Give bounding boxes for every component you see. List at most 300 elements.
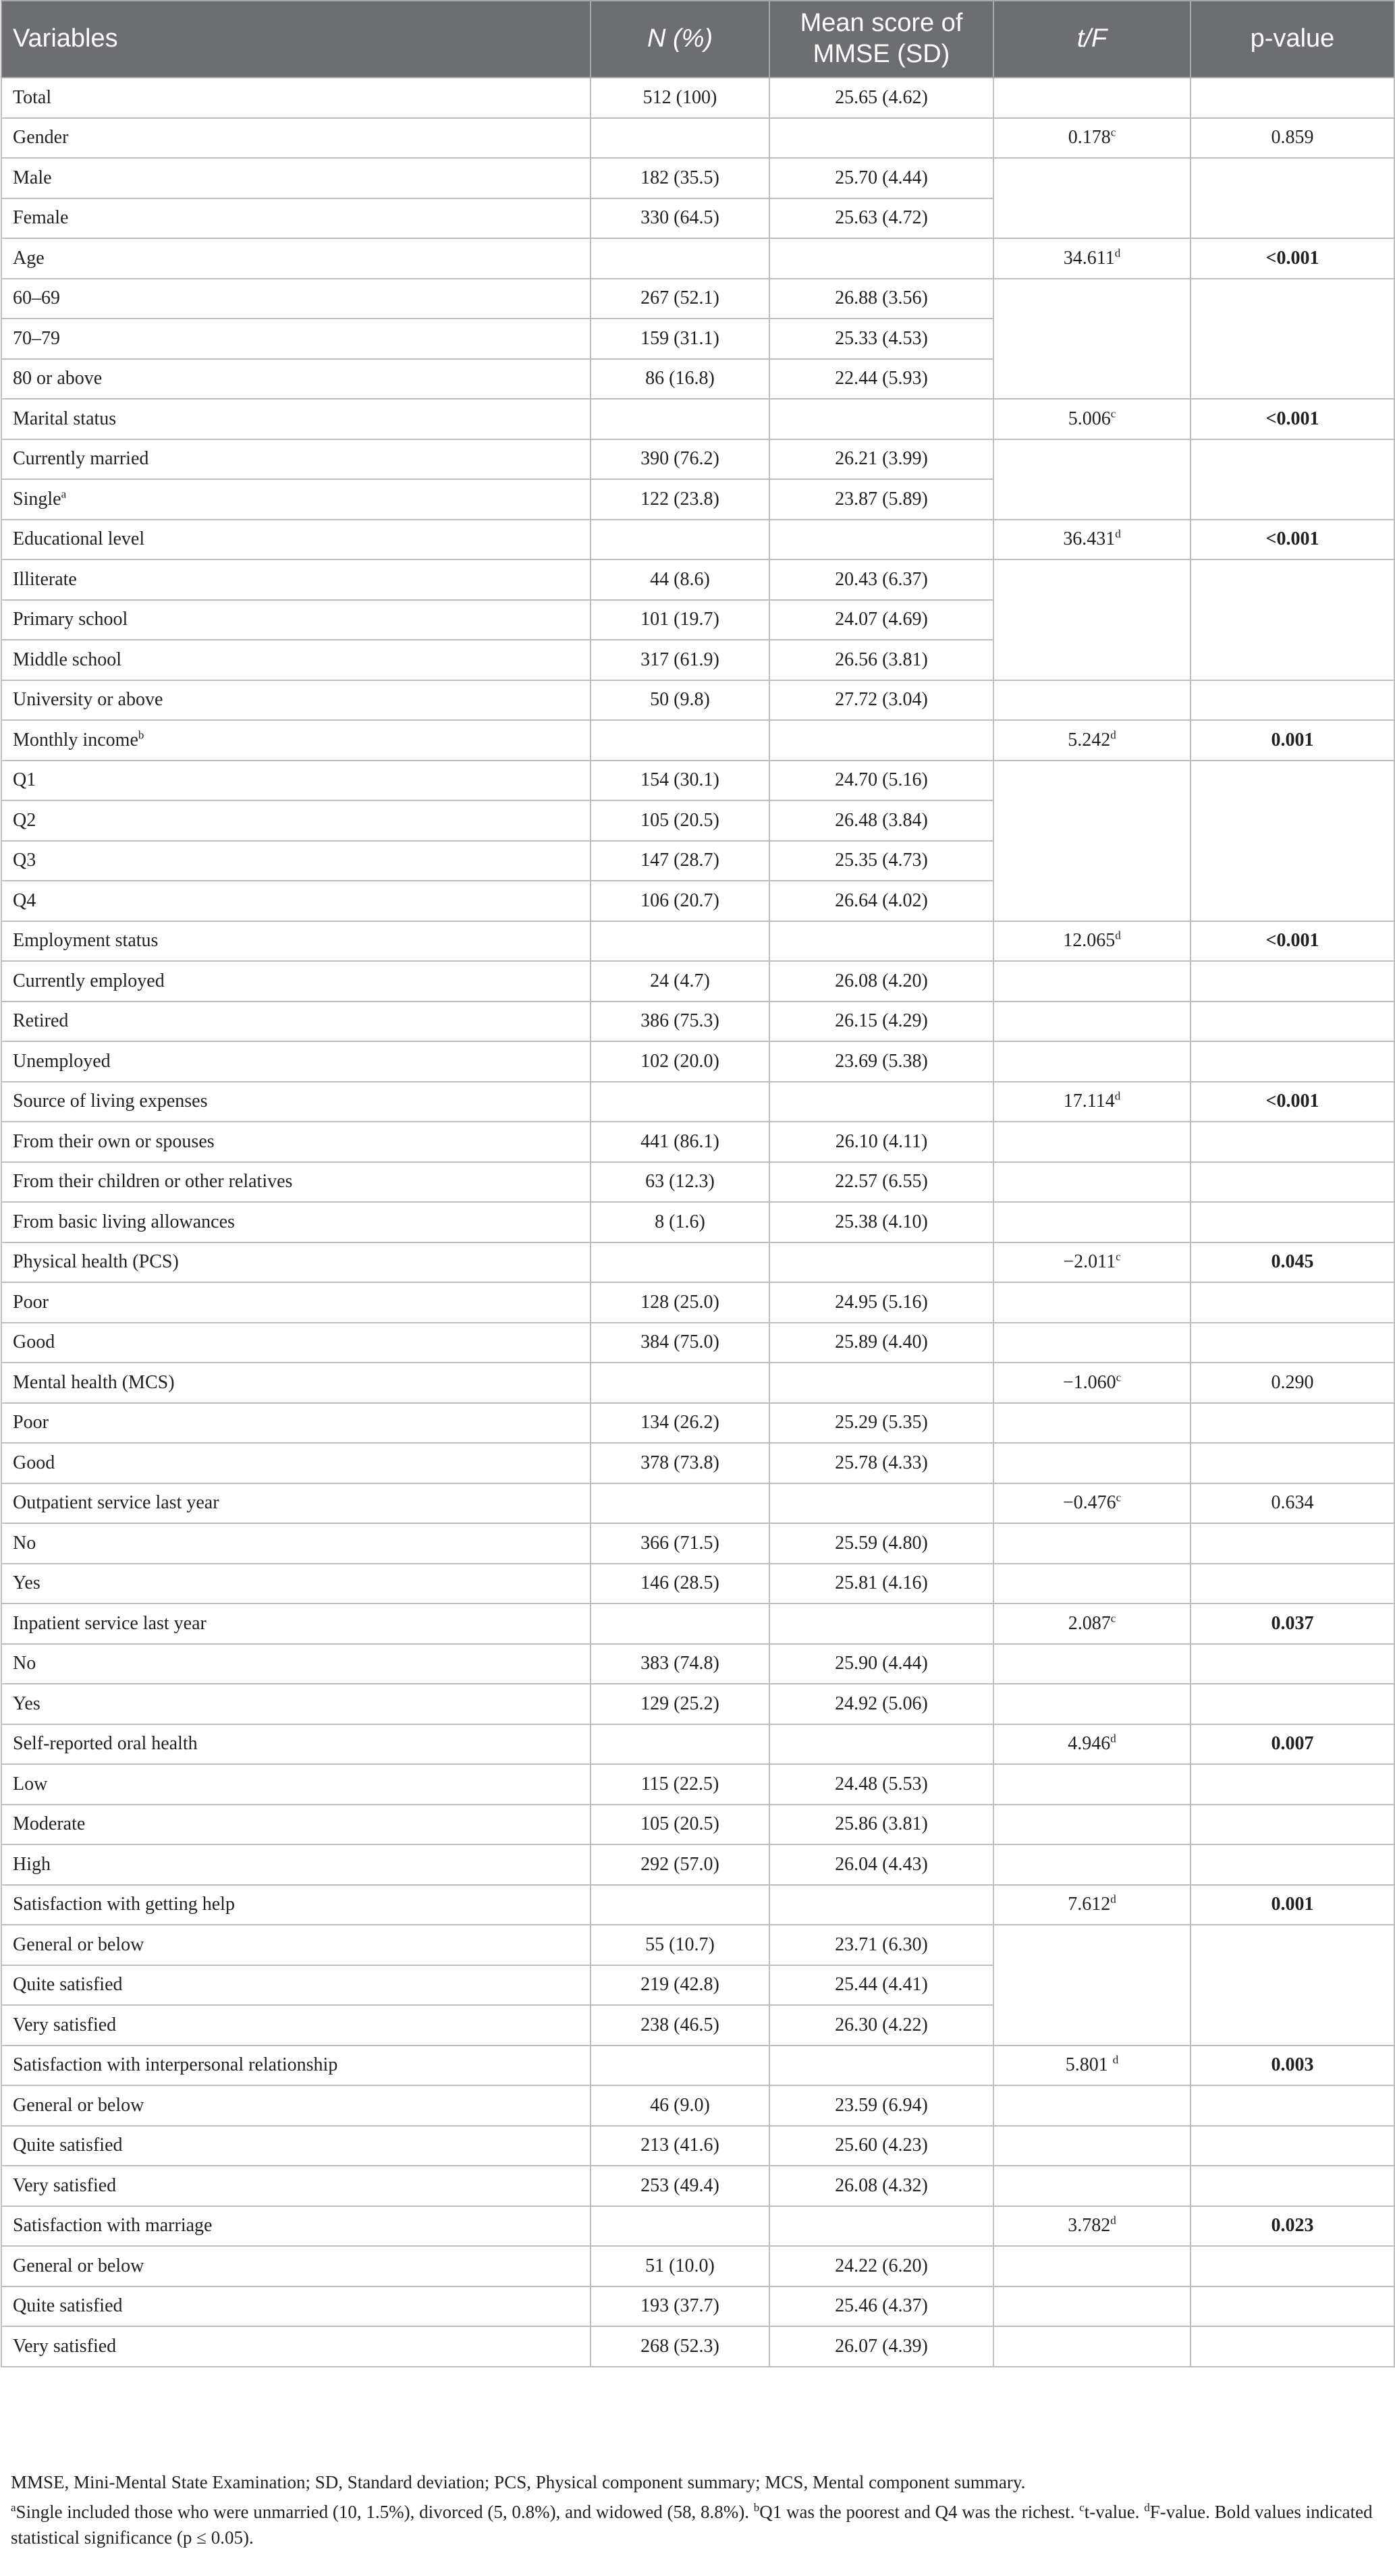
table-group-row [1, 238, 1394, 279]
table-row [1, 1523, 1394, 1564]
cell-p-value: 0.859 [1191, 118, 1394, 159]
cell-p-value [1191, 1925, 1394, 2046]
footnote-definitions [11, 2500, 1381, 2551]
cell-t-f [993, 921, 1191, 962]
cell-n-pct: 122 (23.8) [591, 479, 769, 520]
cell-mean-mmse: 26.08 (4.32) [769, 2166, 993, 2206]
test-type-marker: c [1110, 126, 1116, 139]
table-row [1, 559, 1394, 600]
table-group-row [1, 118, 1394, 159]
cell-variable [1, 2126, 591, 2166]
cell-variable [1, 1684, 591, 1724]
cell-n-pct: 366 (71.5) [591, 1523, 769, 1564]
cell-n-pct [591, 1885, 769, 1925]
cell-mean-mmse: 25.29 (5.35) [769, 1403, 993, 1444]
footnote-c-text: t-value. [1084, 2501, 1145, 2522]
header-mean-mmse [769, 1, 993, 78]
cell-p-value [1191, 158, 1394, 238]
cell-variable [1, 279, 591, 319]
cell-mean-mmse [769, 2206, 993, 2247]
table-row [1, 1925, 1394, 1965]
cell-p-value: 0.001 [1191, 1885, 1394, 1925]
t-f-value: 0.178 [1068, 127, 1111, 148]
cell-n-pct: 115 (22.5) [591, 1764, 769, 1805]
cell-t-f [993, 1523, 1191, 1564]
cell-mean-mmse: 26.10 (4.11) [769, 1122, 993, 1162]
t-f-value: −1.060 [1062, 1371, 1116, 1393]
table-row [1, 961, 1394, 1002]
variable-label: Illiterate [13, 568, 77, 590]
cell-n-pct: 63 (12.3) [591, 1162, 769, 1203]
cell-variable [1, 1002, 591, 1042]
cell-mean-mmse: 26.08 (4.20) [769, 961, 993, 1002]
variable-label: Yes [13, 1572, 40, 1594]
table-row [1, 1805, 1394, 1845]
cell-t-f [993, 1162, 1191, 1203]
test-type-marker: d [1110, 1892, 1116, 1906]
cell-mean-mmse: 24.70 (5.16) [769, 761, 993, 801]
cell-mean-mmse: 22.44 (5.93) [769, 359, 993, 400]
cell-variable [1, 1041, 591, 1082]
table-row [1, 1002, 1394, 1042]
cell-variable [1, 921, 591, 962]
cell-t-f [993, 2085, 1191, 2126]
table-group-row [1, 1082, 1394, 1122]
cell-variable [1, 720, 591, 761]
table-header [1, 1, 1394, 78]
variable-label: Good [13, 1332, 55, 1353]
cell-mean-mmse: 26.48 (3.84) [769, 800, 993, 841]
cell-mean-mmse: 23.87 (5.89) [769, 479, 993, 520]
cell-n-pct: 268 (52.3) [591, 2326, 769, 2367]
cell-mean-mmse [769, 238, 993, 279]
cell-n-pct: 106 (20.7) [591, 881, 769, 921]
cell-variable [1, 1162, 591, 1203]
cell-variable [1, 1122, 591, 1162]
variable-label: Self-reported oral health [13, 1733, 198, 1755]
cell-variable [1, 1564, 591, 1604]
cell-p-value: 0.001 [1191, 720, 1394, 761]
cell-p-value [1191, 1282, 1394, 1323]
variable-label: 80 or above [13, 368, 103, 389]
table-group-row [1, 1483, 1394, 1524]
table-row [1, 2246, 1394, 2286]
table-row [1, 1443, 1394, 1483]
table-row [1, 439, 1394, 480]
test-type-marker: d [1110, 2214, 1116, 2227]
table-group-row [1, 520, 1394, 560]
cell-p-value [1191, 2326, 1394, 2367]
footnote-b-marker: b [753, 2500, 760, 2514]
cell-p-value [1191, 1202, 1394, 1242]
cell-n-pct: 105 (20.5) [591, 800, 769, 841]
cell-p-value [1191, 2246, 1394, 2286]
variable-label: University or above [13, 689, 163, 711]
table-group-row [1, 720, 1394, 761]
cell-variable [1, 1885, 591, 1925]
cell-n-pct: 441 (86.1) [591, 1122, 769, 1162]
variable-label: General or below [13, 1934, 144, 1955]
cell-mean-mmse [769, 1242, 993, 1283]
cell-p-value [1191, 1844, 1394, 1885]
cell-t-f [993, 2326, 1191, 2367]
cell-n-pct [591, 2206, 769, 2247]
cell-mean-mmse: 24.22 (6.20) [769, 2246, 993, 2286]
cell-n-pct [591, 238, 769, 279]
cell-mean-mmse: 24.07 (4.69) [769, 600, 993, 640]
cell-n-pct: 193 (37.7) [591, 2286, 769, 2327]
t-f-value: 36.431 [1063, 528, 1116, 550]
cell-p-value [1191, 279, 1394, 400]
cell-mean-mmse: 23.69 (5.38) [769, 1041, 993, 1082]
cell-variable [1, 1844, 591, 1885]
cell-n-pct [591, 1242, 769, 1283]
cell-t-f [993, 78, 1191, 118]
cell-t-f [993, 2206, 1191, 2247]
cell-n-pct: 182 (35.5) [591, 158, 769, 198]
cell-variable [1, 1363, 591, 1403]
footnote-b-text: Q1 was the poorest and Q4 was the richest. [759, 2501, 1080, 2522]
table-row [1, 1041, 1394, 1082]
test-type-marker: c [1110, 1612, 1116, 1625]
cell-t-f [993, 439, 1191, 520]
cell-t-f [993, 961, 1191, 1002]
cell-mean-mmse: 26.15 (4.29) [769, 1002, 993, 1042]
cell-n-pct: 390 (76.2) [591, 439, 769, 480]
variable-label: Total [13, 86, 52, 108]
cell-t-f [993, 1844, 1191, 1885]
variable-label: Physical health (PCS) [13, 1251, 179, 1273]
header-p-value: p-value [1191, 1, 1394, 78]
cell-t-f [993, 1002, 1191, 1042]
cell-n-pct [591, 520, 769, 560]
cell-n-pct: 383 (74.8) [591, 1644, 769, 1684]
cell-variable [1, 600, 591, 640]
cell-variable [1, 800, 591, 841]
table-row [1, 1764, 1394, 1805]
test-type-marker: c [1116, 1250, 1121, 1263]
variable-label: General or below [13, 2094, 144, 2116]
cell-p-value [1191, 2126, 1394, 2166]
cell-variable [1, 680, 591, 721]
cell-mean-mmse [769, 1724, 993, 1765]
table-row [1, 279, 1394, 319]
test-type-marker: c [1116, 1371, 1122, 1384]
cell-t-f [993, 158, 1191, 238]
cell-t-f [993, 1242, 1191, 1283]
cell-p-value [1191, 1564, 1394, 1604]
cell-variable [1, 2005, 591, 2046]
test-type-marker: d [1110, 728, 1116, 742]
cell-mean-mmse [769, 1363, 993, 1403]
variable-label: Quite satisfied [13, 2135, 123, 2156]
cell-mean-mmse [769, 520, 993, 560]
cell-mean-mmse: 22.57 (6.55) [769, 1162, 993, 1203]
cell-t-f [993, 1443, 1191, 1483]
footnote-d-marker: d [1144, 2500, 1150, 2514]
cell-t-f [993, 1282, 1191, 1323]
table-row [1, 1844, 1394, 1885]
cell-variable [1, 2085, 591, 2126]
cell-mean-mmse: 24.95 (5.16) [769, 1282, 993, 1323]
variable-label: Quite satisfied [13, 2295, 123, 2317]
cell-variable [1, 439, 591, 480]
test-type-marker: c [1116, 1491, 1122, 1504]
cell-n-pct: 378 (73.8) [591, 1443, 769, 1483]
table-row [1, 1162, 1394, 1203]
cell-variable [1, 1805, 591, 1845]
cell-mean-mmse [769, 1604, 993, 1644]
cell-p-value: <0.001 [1191, 520, 1394, 560]
table-group-row [1, 2046, 1394, 2086]
t-f-value: 2.087 [1068, 1612, 1111, 1634]
cell-mean-mmse: 25.59 (4.80) [769, 1523, 993, 1564]
cell-p-value [1191, 1805, 1394, 1845]
cell-n-pct: 159 (31.1) [591, 319, 769, 359]
cell-t-f [993, 2166, 1191, 2206]
cell-variable [1, 2166, 591, 2206]
variable-label: Very satisfied [13, 2335, 117, 2357]
cell-variable [1, 1242, 591, 1283]
table-row [1, 680, 1394, 721]
header-row [1, 1, 1394, 78]
cell-mean-mmse: 26.04 (4.43) [769, 1844, 993, 1885]
cell-n-pct: 386 (75.3) [591, 1002, 769, 1042]
cell-n-pct: 44 (8.6) [591, 559, 769, 600]
cell-variable [1, 1282, 591, 1323]
cell-p-value [1191, 1323, 1394, 1363]
variable-label: Source of living expenses [13, 1091, 208, 1112]
cell-n-pct [591, 399, 769, 439]
variable-label: Inpatient service last year [13, 1612, 207, 1634]
cell-t-f [993, 1805, 1191, 1845]
t-f-value: −0.476 [1062, 1492, 1116, 1514]
variable-label: Satisfaction with interpersonal relationship [13, 2054, 338, 2076]
footnote-marker: a [61, 487, 67, 501]
cell-n-pct: 154 (30.1) [591, 761, 769, 801]
mmse-table [1, 0, 1395, 2367]
variable-label: Low [13, 1773, 48, 1794]
cell-t-f [993, 2286, 1191, 2327]
cell-n-pct [591, 720, 769, 761]
cell-p-value [1191, 1443, 1394, 1483]
cell-variable [1, 1604, 591, 1644]
variable-label: From basic living allowances [13, 1211, 235, 1232]
table-row [1, 761, 1394, 801]
cell-t-f [993, 1724, 1191, 1765]
variable-label: Q4 [13, 889, 36, 911]
cell-n-pct [591, 1604, 769, 1644]
cell-variable [1, 2206, 591, 2247]
cell-p-value: 0.003 [1191, 2046, 1394, 2086]
cell-mean-mmse [769, 1082, 993, 1122]
cell-t-f [993, 559, 1191, 680]
cell-t-f [993, 1122, 1191, 1162]
cell-p-value: 0.045 [1191, 1242, 1394, 1283]
t-f-value: 12.065 [1063, 930, 1116, 952]
cell-n-pct: 129 (25.2) [591, 1684, 769, 1724]
cell-n-pct [591, 1724, 769, 1765]
cell-variable [1, 961, 591, 1002]
cell-t-f [993, 2046, 1191, 2086]
cell-variable [1, 1403, 591, 1444]
cell-n-pct: 384 (75.0) [591, 1323, 769, 1363]
variable-label: Gender [13, 127, 69, 148]
cell-t-f [993, 680, 1191, 721]
cell-variable [1, 158, 591, 198]
cell-n-pct [591, 1082, 769, 1122]
variable-label: Currently employed [13, 970, 165, 991]
footnote-a-marker: a [11, 2500, 16, 2514]
t-f-value: −2.011 [1063, 1251, 1116, 1273]
cell-p-value [1191, 78, 1394, 118]
cell-p-value [1191, 1684, 1394, 1724]
test-type-marker: d [1112, 2053, 1119, 2066]
table-group-row [1, 1363, 1394, 1403]
variable-label: Very satisfied [13, 2014, 117, 2035]
cell-n-pct: 101 (19.7) [591, 600, 769, 640]
cell-variable [1, 78, 591, 118]
table-row [1, 1323, 1394, 1363]
test-type-marker: d [1114, 1089, 1121, 1103]
cell-n-pct: 147 (28.7) [591, 841, 769, 881]
cell-t-f [993, 1323, 1191, 1363]
cell-t-f [993, 1885, 1191, 1925]
cell-p-value [1191, 1764, 1394, 1805]
t-f-value: 5.242 [1068, 729, 1111, 750]
cell-p-value: 0.007 [1191, 1724, 1394, 1765]
variable-label: General or below [13, 2255, 144, 2276]
header-mean-line2: MMSE (SD) [813, 40, 950, 68]
cell-variable [1, 479, 591, 520]
cell-mean-mmse: 25.60 (4.23) [769, 2126, 993, 2166]
cell-n-pct: 219 (42.8) [591, 1965, 769, 2006]
cell-mean-mmse: 25.46 (4.37) [769, 2286, 993, 2327]
cell-n-pct [591, 1363, 769, 1403]
cell-mean-mmse: 25.86 (3.81) [769, 1805, 993, 1845]
variable-label: Quite satisfied [13, 1974, 123, 1996]
cell-n-pct: 330 (64.5) [591, 198, 769, 239]
t-f-value: 3.782 [1068, 2215, 1111, 2237]
cell-n-pct: 238 (46.5) [591, 2005, 769, 2046]
cell-p-value [1191, 680, 1394, 721]
cell-t-f [993, 118, 1191, 159]
variable-label: Currently married [13, 448, 149, 470]
cell-p-value [1191, 559, 1394, 680]
variable-label: Mental health (MCS) [13, 1371, 175, 1393]
cell-p-value: <0.001 [1191, 399, 1394, 439]
variable-label: Poor [13, 1291, 49, 1313]
cell-mean-mmse: 26.88 (3.56) [769, 279, 993, 319]
variable-label: Monthly income [13, 729, 138, 750]
variable-label: Female [13, 207, 69, 229]
table-group-row [1, 399, 1394, 439]
cell-mean-mmse [769, 1885, 993, 1925]
table-body [1, 78, 1394, 2367]
variable-label: Age [13, 247, 45, 269]
cell-variable [1, 359, 591, 400]
cell-t-f [993, 1041, 1191, 1082]
footnote-marker: b [138, 728, 144, 742]
variable-label: Primary school [13, 609, 128, 630]
table-row [1, 2126, 1394, 2166]
cell-variable [1, 2246, 591, 2286]
cell-variable [1, 1925, 591, 1965]
cell-t-f [993, 1925, 1191, 2046]
cell-t-f [993, 2246, 1191, 2286]
table-row [1, 2286, 1394, 2327]
cell-mean-mmse [769, 921, 993, 962]
cell-n-pct: 86 (16.8) [591, 359, 769, 400]
cell-variable [1, 238, 591, 279]
cell-mean-mmse [769, 1483, 993, 1524]
table-row [1, 1282, 1394, 1323]
cell-variable [1, 198, 591, 239]
t-f-value: 17.114 [1063, 1091, 1115, 1112]
cell-n-pct: 8 (1.6) [591, 1202, 769, 1242]
variable-label: Satisfaction with getting help [13, 1894, 235, 1915]
cell-mean-mmse: 25.35 (4.73) [769, 841, 993, 881]
t-f-value: 5.801 [1065, 2054, 1113, 2076]
test-type-marker: d [1115, 527, 1121, 541]
cell-t-f [993, 1483, 1191, 1524]
cell-t-f [993, 720, 1191, 761]
cell-p-value: 0.037 [1191, 1604, 1394, 1644]
cell-t-f [993, 1764, 1191, 1805]
variable-label: Single [13, 488, 61, 510]
cell-p-value [1191, 2286, 1394, 2327]
cell-variable [1, 2286, 591, 2327]
cell-t-f [993, 1363, 1191, 1403]
variable-label: Unemployed [13, 1050, 111, 1072]
cell-t-f [993, 238, 1191, 279]
variable-label: From their own or spouses [13, 1130, 215, 1152]
cell-p-value [1191, 1122, 1394, 1162]
cell-n-pct: 317 (61.9) [591, 640, 769, 680]
table-footnotes [11, 2470, 1381, 2554]
header-t-f: t/F [993, 1, 1191, 78]
cell-mean-mmse: 26.30 (4.22) [769, 2005, 993, 2046]
test-type-marker: d [1115, 929, 1121, 942]
variable-label: Moderate [13, 1813, 86, 1835]
cell-p-value [1191, 2166, 1394, 2206]
cell-variable [1, 841, 591, 881]
cell-n-pct: 46 (9.0) [591, 2085, 769, 2126]
cell-n-pct [591, 1483, 769, 1524]
cell-p-value [1191, 761, 1394, 921]
cell-mean-mmse: 23.71 (6.30) [769, 1925, 993, 1965]
cell-mean-mmse: 25.89 (4.40) [769, 1323, 993, 1363]
cell-mean-mmse: 25.63 (4.72) [769, 198, 993, 239]
variable-label: Yes [13, 1693, 40, 1714]
table-row [1, 78, 1394, 118]
cell-mean-mmse: 26.64 (4.02) [769, 881, 993, 921]
cell-n-pct: 105 (20.5) [591, 1805, 769, 1845]
variable-label: Q2 [13, 809, 36, 831]
test-type-marker: c [1110, 407, 1116, 420]
header-mean-line1: Mean score of [800, 9, 963, 38]
cell-t-f [993, 2126, 1191, 2166]
cell-mean-mmse [769, 118, 993, 159]
cell-n-pct: 102 (20.0) [591, 1041, 769, 1082]
cell-variable [1, 2046, 591, 2086]
cell-variable [1, 1965, 591, 2006]
table-row [1, 1564, 1394, 1604]
cell-p-value: 0.023 [1191, 2206, 1394, 2247]
cell-mean-mmse: 23.59 (6.94) [769, 2085, 993, 2126]
cell-variable [1, 520, 591, 560]
table-row [1, 158, 1394, 198]
